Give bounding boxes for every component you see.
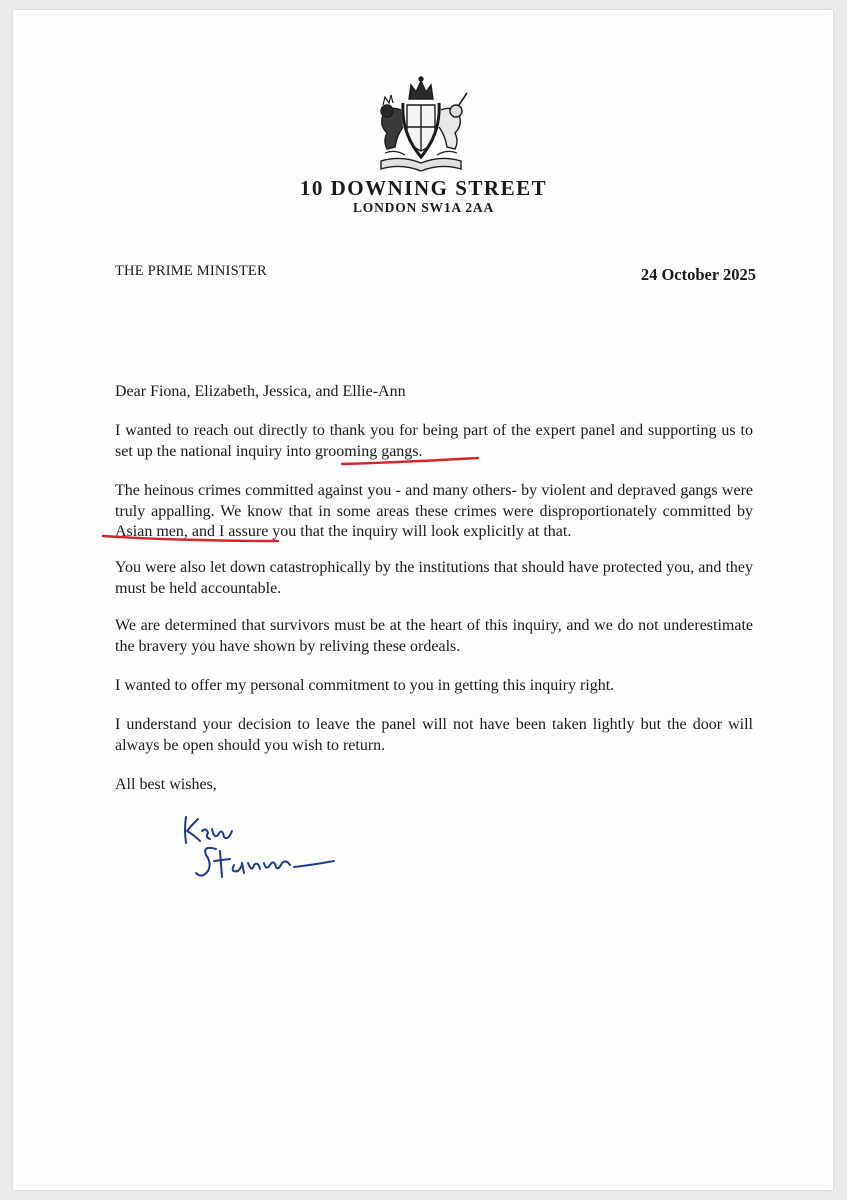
royal-coat-of-arms-icon [361,75,481,175]
paragraph-3: You were also let down catastrophically by the institutions that should have protected you, and they must be held accountable. [115,559,753,597]
paragraph-2: The heinous crimes committed against you - and many others- by violent and depraved gangs were truly appalling. We know that in some areas these crimes were disproportionately committed by Asian men, and I assure you that the inquiry will look explicitly at that. [115,482,753,540]
letter-date: 24 October 2025 [640,265,756,284]
paragraph-6: I understand your decision to leave the panel will not have been taken lightly but the door will always be open should you wish to return. [115,716,753,754]
paragraph-1: I wanted to reach out directly to thank you for being part of the expert panel and supporting us to set up the national inquiry into grooming gangs. [115,422,753,460]
paragraph-4: We are determined that survivors must be at the heart of this inquiry, and we do not underestimate the bravery you have shown by reliving these ordeals. [115,617,753,655]
closing: All best wishes, [115,776,217,793]
signature-image [172,805,352,900]
letterhead-address-line2: LONDON SW1A 2AA [352,200,494,215]
letterhead-address-line1: 10 DOWNING STREET [299,176,548,200]
paragraph-5: I wanted to offer my personal commitment to you in getting this inquiry right. [115,677,615,694]
sender-title: THE PRIME MINISTER [115,263,267,279]
salutation: Dear Fiona, Elizabeth, Jessica, and Ellie-Ann [115,383,406,400]
